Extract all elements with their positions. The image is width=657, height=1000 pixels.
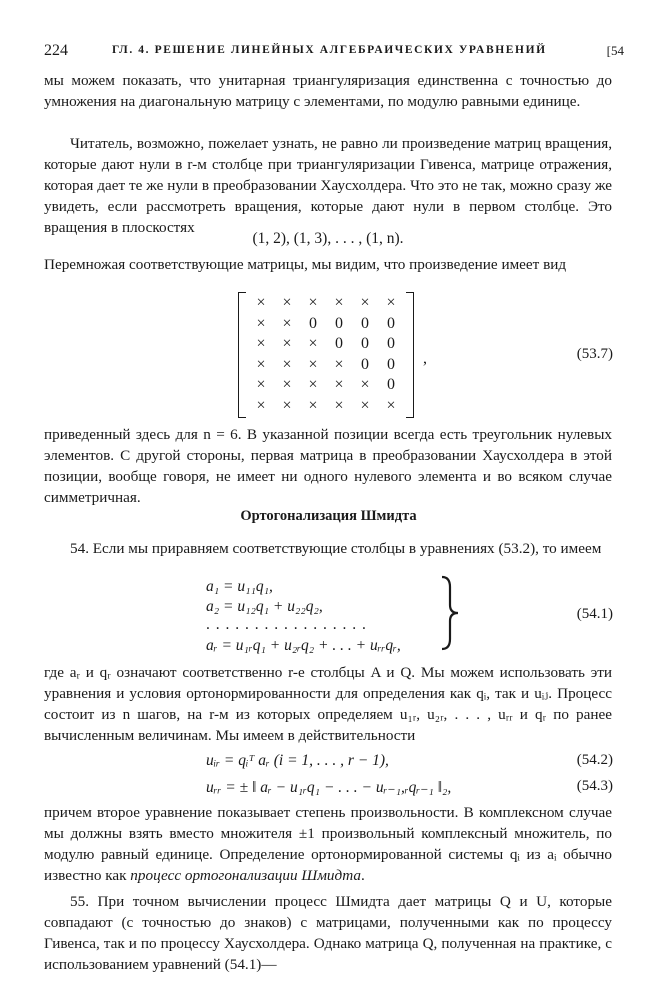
section-marker: [54 bbox=[606, 43, 624, 58]
paragraph-triangle: приведенный здесь для n = 6. В указанной позиции всегда есть треугольник нулевых элементов. С другой стороны, первая матрица в преобразовании Хаусхолдера в этой позиции, вообще говоря, не имеет ни одного нулевого элемента и во всяком случае симметричная. bbox=[44, 426, 612, 506]
matrix-cell: × bbox=[360, 376, 370, 393]
matrix-cell: × bbox=[308, 396, 318, 414]
matrix-comma: , bbox=[423, 350, 427, 367]
matrix-cell: × bbox=[282, 335, 292, 352]
matrix-cell: × bbox=[256, 335, 266, 352]
matrix-cell: × bbox=[308, 294, 318, 311]
matrix-cell: × bbox=[282, 294, 292, 311]
matrix-cell: × bbox=[386, 396, 396, 414]
matrix-cell: × bbox=[256, 396, 266, 414]
paragraph-rotations: Читатель, возможно, пожелает узнать, не равно ли произведение матриц вращения, которые дают нули в r-м столбце при триангуляризации Гивенса, матрице отражения, которая дает те же нули в преобразовании Хаусхолдера. Что это не так, можно сразу же увидеть, если рассмотреть вращения, которые дают нули в первом столбце. Это вращения в плоскостях bbox=[44, 135, 612, 236]
matrix-cell: × bbox=[282, 376, 292, 393]
system-line-4: aᵣ = u₁ᵣq₁ + u₂ᵣq₂ + . . . + uᵣᵣqᵣ, bbox=[206, 637, 401, 654]
equation-54-3: uᵣᵣ = ± ‖ aᵣ − u₁ᵣq₁ − . . . − uᵣ₋₁,ᵣqᵣ₋₁ ‖₂, bbox=[206, 779, 452, 796]
running-header bbox=[44, 42, 624, 64]
matrix-cell: × bbox=[282, 396, 292, 414]
paragraph-product: Перемножая соответствующие матрицы, мы видим, что произведение имеет вид bbox=[44, 256, 567, 273]
matrix-cell: 0 bbox=[387, 355, 395, 373]
page-number: 224 bbox=[44, 42, 68, 59]
matrix-cell: × bbox=[334, 294, 344, 311]
matrix-cell: × bbox=[334, 355, 344, 373]
system-line-1: a₁ = u₁₁q₁, bbox=[206, 578, 273, 595]
matrix-cell: 0 bbox=[361, 314, 369, 332]
right-brace-icon bbox=[440, 575, 460, 651]
term-schmidt-process: процесс ортогонализации Шмидта bbox=[130, 867, 361, 884]
matrix-cell: 0 bbox=[387, 314, 395, 332]
matrix-cell: × bbox=[308, 355, 318, 373]
paragraph-definitions: где aᵣ и qᵣ означают соответственно r-е столбцы A и Q. Мы можем использовать эти уравнения и условия ортонормированности для определения как qᵢ, так и uᵢⱼ. Процесс состоит из n шагов, на r-м из которых определяем u₁ᵣ, u₂ᵣ, . . . , uᵣᵣ и qᵣ по ранее вычисленным величинам. Мы имеем в действительности bbox=[44, 664, 612, 744]
matrix-cell: × bbox=[308, 335, 318, 352]
paragraph-54: 54. Если мы приравняем соответствующие столбцы в уравнениях (53.2), то имеем bbox=[70, 540, 602, 557]
matrix-cell: × bbox=[256, 376, 266, 393]
matrix-cell: × bbox=[360, 396, 370, 414]
matrix-cell: 0 bbox=[309, 314, 317, 332]
matrix-cell: × bbox=[386, 294, 396, 311]
equation-label-54-3: (54.3) bbox=[576, 778, 613, 794]
left-bracket bbox=[238, 292, 246, 418]
matrix-cell: × bbox=[256, 355, 266, 373]
matrix-cell: 0 bbox=[361, 355, 369, 373]
matrix-cell: 0 bbox=[387, 376, 395, 393]
right-bracket bbox=[406, 292, 414, 418]
matrix-cell: × bbox=[334, 376, 344, 393]
equation-label-54-2: (54.2) bbox=[576, 752, 613, 768]
matrix-cell: 0 bbox=[335, 314, 343, 332]
matrix-cell: × bbox=[282, 314, 292, 332]
equation-54-2: uᵢᵣ = qᵢᵀ aᵣ (i = 1, . . . , r − 1), bbox=[206, 752, 389, 769]
matrix-cell: × bbox=[282, 355, 292, 373]
paragraph-55: 55. При точном вычислении процесс Шмидта дает матрицы Q и U, которые совпадают (с точностью до знаков) с матрицами, полученными как по процессу Гивенса, так и по процессу Хаусхолдера. Однако матрица Q, полученная на практике, с использованием уравнений (54.1)— bbox=[44, 893, 612, 973]
matrix-cell: 0 bbox=[335, 335, 343, 352]
equation-label-53-7: (53.7) bbox=[576, 346, 613, 362]
matrix-53-7 bbox=[238, 292, 414, 418]
matrix-cell: × bbox=[308, 376, 318, 393]
paragraph-arbitrariness: причем второе уравнение показывает степень произвольности. В комплексном случае мы должны взять вместо множителя ±1 произвольный комплексный множитель, по модулю равный единице. Определение ортонормированной системы qᵢ из aᵢ обычно известно как процесс ортогонализации Шмидта. bbox=[44, 804, 612, 884]
matrix-grid bbox=[248, 293, 404, 416]
matrix-cell: × bbox=[256, 294, 266, 311]
system-line-3: . . . . . . . . . . . . . . . . . bbox=[206, 616, 367, 633]
system-line-2: a₂ = u₁₂q₁ + u₂₂q₂, bbox=[206, 598, 323, 615]
section-heading: Ортогонализация Шмидта bbox=[240, 508, 417, 524]
matrix-cell: × bbox=[334, 396, 344, 414]
running-title: ГЛ. 4. РЕШЕНИЕ ЛИНЕЙНЫХ АЛГЕБРАИЧЕСКИХ УРАВНЕНИЙ bbox=[112, 44, 547, 56]
equation-planes: (1, 2), (1, 3), . . . , (1, n). bbox=[252, 230, 404, 247]
matrix-cell: 0 bbox=[387, 335, 395, 352]
matrix-cell: 0 bbox=[361, 335, 369, 352]
matrix-cell: × bbox=[256, 314, 266, 332]
paragraph-uniqueness: мы можем показать, что унитарная триангуляризация единственна с точностью до умножения на диагональную матрицу с элементами, по модулю равными единице. bbox=[44, 72, 612, 110]
equation-label-54-1: (54.1) bbox=[576, 606, 613, 622]
matrix-cell: × bbox=[360, 294, 370, 311]
